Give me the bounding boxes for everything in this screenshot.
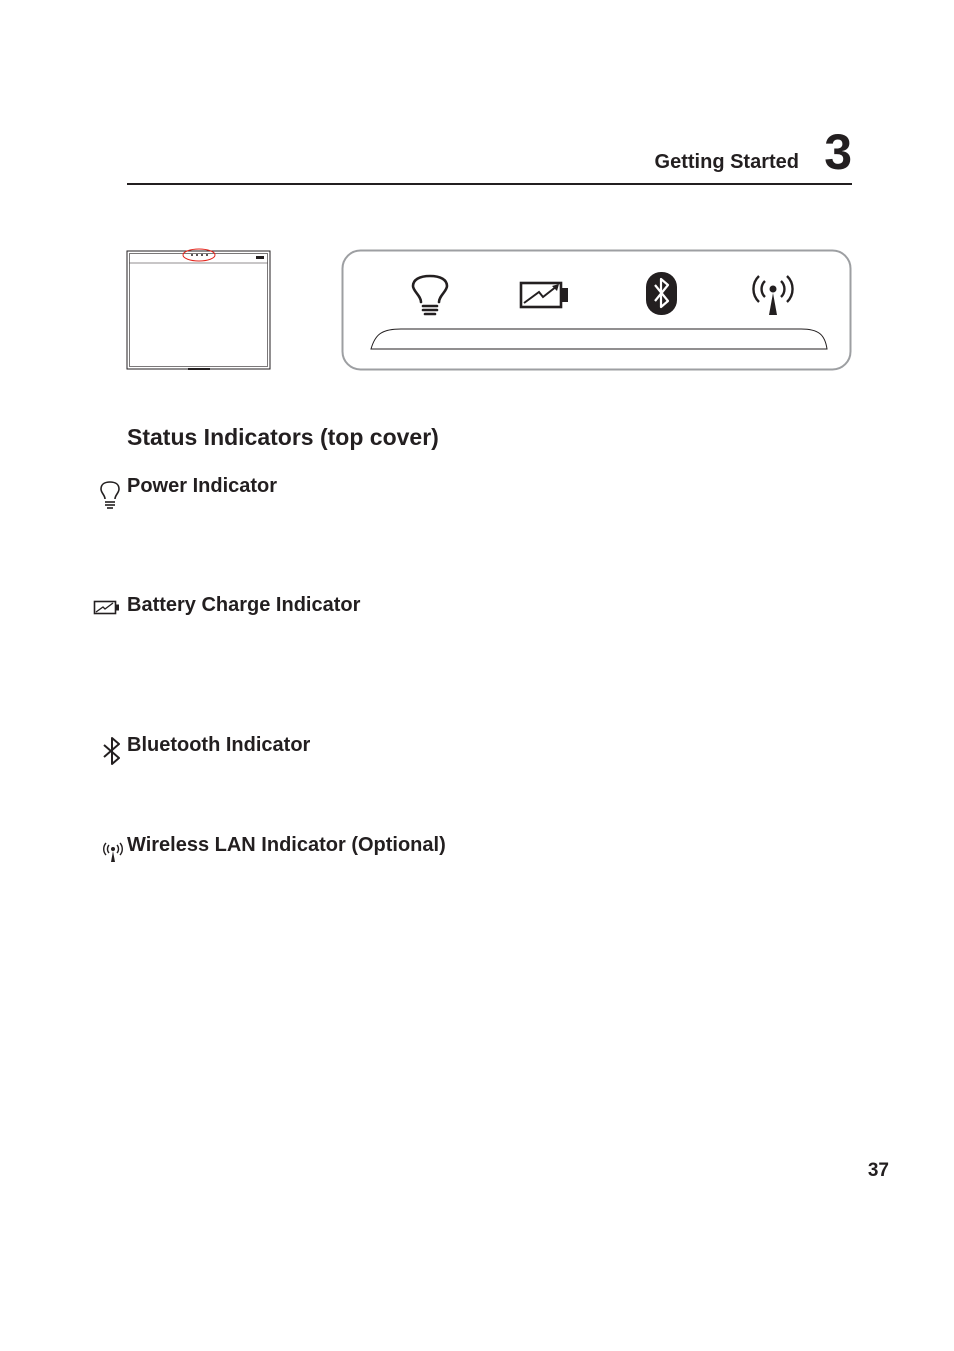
indicator-panel-closeup bbox=[341, 249, 853, 378]
header-divider bbox=[127, 183, 852, 185]
battery-charge-icon bbox=[93, 599, 121, 617]
lightbulb-icon bbox=[413, 276, 447, 314]
indicator-title: Wireless LAN Indicator (Optional) bbox=[127, 834, 446, 856]
wireless-antenna-icon bbox=[101, 840, 125, 864]
chapter-number: 3 bbox=[824, 124, 852, 180]
bluetooth-icon bbox=[646, 272, 677, 315]
indicator-title: Bluetooth Indicator bbox=[127, 734, 311, 756]
chapter-title: Getting Started bbox=[654, 151, 799, 173]
wireless-antenna-icon bbox=[753, 276, 792, 315]
section-heading: Status Indicators (top cover) bbox=[127, 424, 439, 450]
indicator-title: Power Indicator bbox=[127, 475, 278, 497]
bluetooth-icon bbox=[101, 736, 125, 766]
battery-charge-icon bbox=[521, 283, 568, 307]
indicator-title: Battery Charge Indicator bbox=[127, 594, 361, 616]
page-number: 37 bbox=[867, 1160, 889, 1181]
laptop-top-cover-illustration bbox=[125, 246, 275, 379]
lightbulb-icon bbox=[98, 480, 122, 510]
